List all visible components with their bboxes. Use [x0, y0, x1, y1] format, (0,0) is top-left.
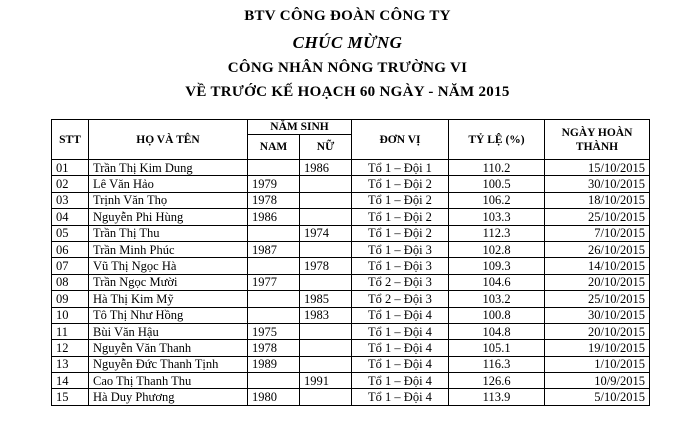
cell-completion-date: 25/10/2015	[545, 209, 650, 225]
header-unit: ĐƠN VỊ	[352, 120, 449, 160]
cell-stt: 08	[52, 274, 89, 290]
cell-female-year: 1991	[300, 373, 352, 389]
cell-male-year	[248, 160, 300, 176]
cell-rate: 100.8	[449, 307, 545, 323]
cell-completion-date: 30/10/2015	[545, 307, 650, 323]
cell-completion-date: 18/10/2015	[545, 192, 650, 208]
cell-male-year: 1980	[248, 389, 300, 405]
cell-stt: 10	[52, 307, 89, 323]
cell-unit: Tổ 1 – Đội 4	[352, 340, 449, 356]
table-header	[52, 120, 650, 160]
cell-unit: Tổ 1 – Đội 4	[352, 373, 449, 389]
cell-completion-date: 10/9/2015	[545, 373, 650, 389]
cell-female-year	[300, 323, 352, 339]
cell-male-year	[248, 373, 300, 389]
cell-male-year: 1979	[248, 176, 300, 192]
cell-rate: 102.8	[449, 241, 545, 257]
cell-female-year: 1974	[300, 225, 352, 241]
cell-stt: 11	[52, 323, 89, 339]
cell-stt: 15	[52, 389, 89, 405]
achievement-title: VỀ TRƯỚC KẾ HOẠCH 60 NGÀY - NĂM 2015	[185, 84, 510, 100]
table-row	[52, 291, 650, 307]
cell-rate: 113.9	[449, 389, 545, 405]
cell-rate: 105.1	[449, 340, 545, 356]
cell-stt: 03	[52, 192, 89, 208]
cell-rate: 112.3	[449, 225, 545, 241]
cell-name: Hà Duy Phương	[89, 389, 248, 405]
cell-male-year	[248, 225, 300, 241]
cell-female-year	[300, 241, 352, 257]
cell-name: Trần Thị Kim Dung	[89, 160, 248, 176]
cell-name: Nguyễn Văn Thanh	[89, 340, 248, 356]
table-body	[52, 160, 650, 406]
cell-female-year	[300, 209, 352, 225]
cell-completion-date: 30/10/2015	[545, 176, 650, 192]
cell-name: Bùi Văn Hậu	[89, 323, 248, 339]
cell-stt: 04	[52, 209, 89, 225]
cell-female-year: 1986	[300, 160, 352, 176]
cell-unit: Tổ 1 – Đội 4	[352, 389, 449, 405]
award-table	[51, 119, 650, 406]
cell-male-year: 1978	[248, 192, 300, 208]
cell-completion-date: 20/10/2015	[545, 323, 650, 339]
cell-stt: 12	[52, 340, 89, 356]
cell-unit: Tổ 1 – Đội 2	[352, 225, 449, 241]
cell-rate: 103.3	[449, 209, 545, 225]
table-row	[52, 225, 650, 241]
cell-male-year	[248, 291, 300, 307]
cell-unit: Tổ 1 – Đội 3	[352, 241, 449, 257]
cell-completion-date: 14/10/2015	[545, 258, 650, 274]
cell-name: Nguyễn Đức Thanh Tịnh	[89, 356, 248, 372]
cell-male-year	[248, 307, 300, 323]
table-row	[52, 356, 650, 372]
header-name: HỌ VÀ TÊN	[89, 120, 248, 160]
cell-completion-date: 7/10/2015	[545, 225, 650, 241]
header-completion-date	[545, 120, 650, 160]
cell-rate: 109.3	[449, 258, 545, 274]
cell-completion-date: 25/10/2015	[545, 291, 650, 307]
header-male: NAM	[248, 135, 300, 160]
cell-female-year	[300, 389, 352, 405]
cell-name: Nguyễn Phi Hùng	[89, 209, 248, 225]
cell-name: Trần Thị Thu	[89, 225, 248, 241]
header-stt: STT	[52, 120, 89, 160]
table-row	[52, 258, 650, 274]
congratulations-title: CHÚC MỪNG	[292, 33, 403, 52]
cell-female-year	[300, 176, 352, 192]
cell-stt: 13	[52, 356, 89, 372]
cell-name: Trần Minh Phúc	[89, 241, 248, 257]
cell-male-year: 1986	[248, 209, 300, 225]
cell-name: Cao Thị Thanh Thu	[89, 373, 248, 389]
cell-completion-date: 15/10/2015	[545, 160, 650, 176]
cell-rate: 110.2	[449, 160, 545, 176]
header-rate: TỶ LỆ (%)	[449, 120, 545, 160]
cell-male-year: 1978	[248, 340, 300, 356]
cell-female-year: 1978	[300, 258, 352, 274]
table-row	[52, 274, 650, 290]
cell-unit: Tổ 1 – Đội 4	[352, 323, 449, 339]
cell-completion-date: 5/10/2015	[545, 389, 650, 405]
cell-name: Tô Thị Như Hồng	[89, 307, 248, 323]
cell-stt: 06	[52, 241, 89, 257]
cell-name: Vũ Thị Ngọc Hà	[89, 258, 248, 274]
cell-completion-date: 1/10/2015	[545, 356, 650, 372]
cell-stt: 07	[52, 258, 89, 274]
header-female: NỮ	[300, 135, 352, 160]
cell-unit: Tổ 1 – Đội 2	[352, 192, 449, 208]
cell-male-year: 1977	[248, 274, 300, 290]
cell-name: Hà Thị Kim Mỹ	[89, 291, 248, 307]
cell-stt: 09	[52, 291, 89, 307]
cell-female-year	[300, 340, 352, 356]
table-row	[52, 307, 650, 323]
table-row	[52, 389, 650, 405]
cell-name: Trịnh Văn Thọ	[89, 192, 248, 208]
cell-completion-date: 19/10/2015	[545, 340, 650, 356]
cell-unit: Tổ 2 – Đội 3	[352, 291, 449, 307]
cell-stt: 02	[52, 176, 89, 192]
cell-male-year	[248, 258, 300, 274]
cell-female-year: 1985	[300, 291, 352, 307]
table-row	[52, 192, 650, 208]
cell-male-year: 1975	[248, 323, 300, 339]
union-title: BTV CÔNG ĐOÀN CÔNG TY	[244, 8, 451, 24]
table-row	[52, 340, 650, 356]
cell-rate: 106.2	[449, 192, 545, 208]
header-date-line1: NGÀY HOÀN	[561, 126, 633, 139]
cell-rate: 116.3	[449, 356, 545, 372]
cell-unit: Tổ 1 – Đội 1	[352, 160, 449, 176]
cell-unit: Tổ 1 – Đội 3	[352, 258, 449, 274]
header-birth-year: NĂM SINH	[248, 120, 352, 135]
cell-unit: Tổ 1 – Đội 4	[352, 356, 449, 372]
table-row	[52, 373, 650, 389]
header-date-line2: THÀNH	[575, 140, 619, 153]
cell-stt: 14	[52, 373, 89, 389]
cell-name: Lê Văn Hảo	[89, 176, 248, 192]
cell-unit: Tổ 1 – Đội 2	[352, 209, 449, 225]
cell-stt: 05	[52, 225, 89, 241]
cell-stt: 01	[52, 160, 89, 176]
table-row	[52, 176, 650, 192]
cell-female-year	[300, 192, 352, 208]
cell-unit: Tổ 1 – Đội 4	[352, 307, 449, 323]
table-row	[52, 160, 650, 176]
cell-male-year: 1989	[248, 356, 300, 372]
cell-male-year: 1987	[248, 241, 300, 257]
cell-rate: 103.2	[449, 291, 545, 307]
cell-completion-date: 26/10/2015	[545, 241, 650, 257]
table-row	[52, 241, 650, 257]
cell-rate: 104.8	[449, 323, 545, 339]
table-row	[52, 209, 650, 225]
cell-female-year	[300, 274, 352, 290]
table-row	[52, 323, 650, 339]
cell-name: Trần Ngọc Mười	[89, 274, 248, 290]
cell-female-year: 1983	[300, 307, 352, 323]
cell-unit: Tổ 2 – Đội 3	[352, 274, 449, 290]
cell-female-year	[300, 356, 352, 372]
cell-unit: Tổ 1 – Đội 2	[352, 176, 449, 192]
cell-rate: 126.6	[449, 373, 545, 389]
cell-rate: 100.5	[449, 176, 545, 192]
recipients-title: CÔNG NHÂN NÔNG TRƯỜNG VI	[227, 60, 468, 76]
cell-rate: 104.6	[449, 274, 545, 290]
cell-completion-date: 20/10/2015	[545, 274, 650, 290]
